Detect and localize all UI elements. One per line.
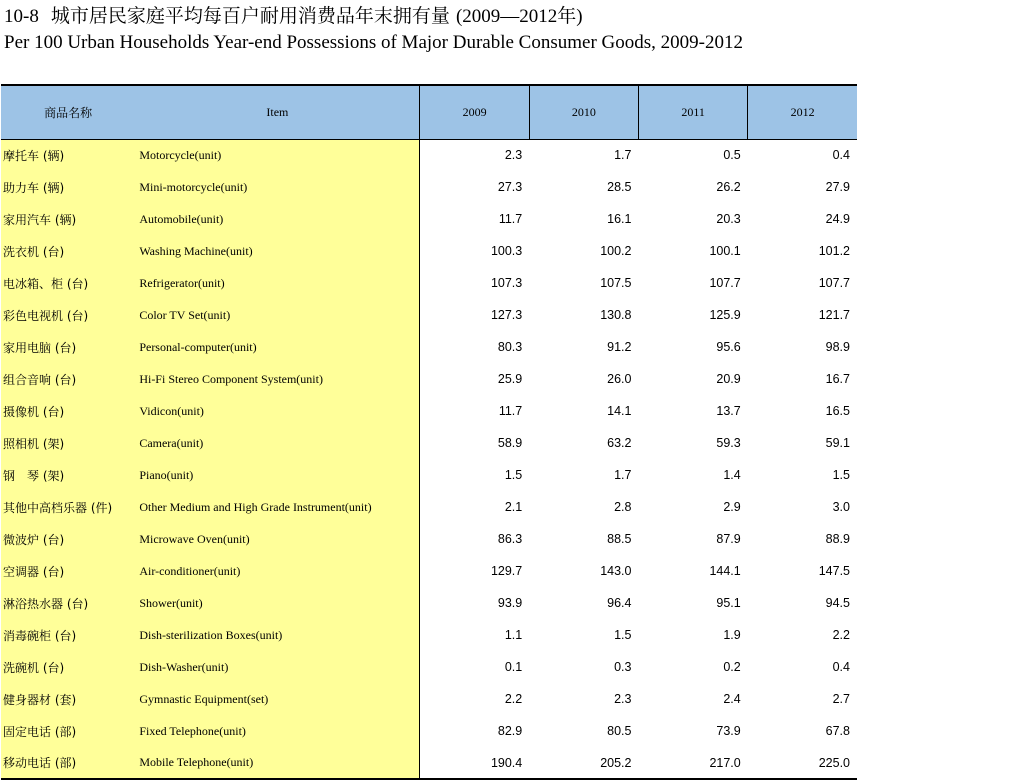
value-cell-2012: 147.5 — [818, 564, 850, 578]
value-cell-2010: 96.4 — [607, 596, 632, 610]
header-year-2009: 2009 — [420, 85, 529, 139]
value-cell-2011: 87.9 — [716, 532, 741, 546]
value-cell-2009: 93.9 — [420, 587, 529, 619]
table-row — [1, 683, 857, 715]
value-cell-2009: 129.7 — [420, 555, 529, 587]
table-row — [1, 587, 857, 619]
table-row — [1, 267, 857, 299]
value-cell-2012: 0.4 — [832, 148, 850, 163]
value-cell-2010: 130.8 — [600, 308, 632, 322]
table-row — [1, 171, 857, 203]
item-name-en: Motorcycle(unit) — [135, 139, 420, 171]
item-name-en: Piano(unit) — [135, 459, 420, 491]
value-cell-2009: 80.3 — [420, 331, 529, 363]
value-cell-2012: 3.0 — [832, 500, 850, 514]
item-name-cn: 助力车 (辆) — [1, 171, 135, 203]
value-cell-2011: 1.9 — [723, 628, 741, 642]
value-cell-2011: 95.1 — [716, 596, 741, 610]
value-cell-2010: 143.0 — [600, 564, 632, 578]
value-cell-2011: 144.1 — [709, 564, 741, 578]
value-cell-2009: 11.7 — [420, 203, 529, 235]
item-name-cn: 消毒碗柜 (台) — [1, 619, 135, 651]
table-row — [1, 363, 857, 395]
value-cell-2009: 86.3 — [420, 523, 529, 555]
table-row — [1, 555, 857, 587]
value-cell-2012: 16.5 — [825, 404, 850, 418]
table-row — [1, 459, 857, 491]
table-row — [1, 331, 857, 363]
value-cell-2010: 1.7 — [614, 468, 632, 482]
value-cell-2009: 107.3 — [420, 267, 529, 299]
title-cn-text: 城市居民家庭平均每百户耐用消费品年末拥有量 — [50, 5, 450, 27]
value-cell-2012: 121.7 — [818, 308, 850, 322]
value-cell-2012: 2.7 — [832, 692, 850, 706]
item-name-cn: 洗碗机 (台) — [1, 651, 135, 683]
header-row — [1, 85, 857, 139]
table-row — [1, 139, 857, 171]
item-name-cn: 彩色电视机 (台) — [1, 299, 135, 331]
item-name-cn: 空调器 (台) — [1, 555, 135, 587]
item-name-en: Personal-computer(unit) — [135, 331, 420, 363]
value-cell-2009: 2.2 — [420, 683, 529, 715]
item-name-cn: 钢 琴 (架) — [1, 459, 135, 491]
value-cell-2011: 2.9 — [723, 500, 741, 514]
page-title-chinese — [4, 4, 583, 29]
value-cell-2011: 0.5 — [723, 148, 741, 163]
item-name-en: Fixed Telephone(unit) — [135, 715, 420, 747]
item-name-cn: 洗衣机 (台) — [1, 235, 135, 267]
table-row — [1, 715, 857, 747]
item-name-cn: 淋浴热水器 (台) — [1, 587, 135, 619]
value-cell-2012: 59.1 — [825, 436, 850, 450]
item-name-cn: 摩托车 (辆) — [1, 139, 135, 171]
value-cell-2011: 26.2 — [716, 180, 741, 194]
value-cell-2012: 27.9 — [825, 180, 850, 194]
value-cell-2011: 13.7 — [716, 404, 741, 418]
table-row — [1, 427, 857, 459]
value-cell-2011: 20.3 — [716, 212, 741, 226]
value-cell-2009: 100.3 — [420, 235, 529, 267]
value-cell-2011: 0.2 — [723, 660, 741, 674]
table-row — [1, 299, 857, 331]
item-name-cn: 家用汽车 (辆) — [1, 203, 135, 235]
value-cell-2009: 1.1 — [420, 619, 529, 651]
value-cell-2012: 225.0 — [748, 747, 857, 779]
item-name-en: Dish-Washer(unit) — [135, 651, 420, 683]
value-cell-2010: 63.2 — [607, 436, 632, 450]
value-cell-2011: 95.6 — [716, 340, 741, 354]
value-cell-2009: 1.5 — [420, 459, 529, 491]
value-cell-2010: 16.1 — [607, 212, 632, 226]
item-name-en: Vidicon(unit) — [135, 395, 420, 427]
value-cell-2012: 107.7 — [818, 276, 850, 290]
item-name-en: Refrigerator(unit) — [135, 267, 420, 299]
value-cell-2012: 0.4 — [832, 660, 850, 674]
value-cell-2010: 80.5 — [607, 724, 632, 738]
item-name-cn: 照相机 (架) — [1, 427, 135, 459]
item-name-cn: 摄像机 (台) — [1, 395, 135, 427]
value-cell-2011: 20.9 — [716, 372, 741, 386]
value-cell-2010: 1.5 — [614, 628, 632, 642]
value-cell-2009: 190.4 — [420, 747, 529, 779]
value-cell-2010: 100.2 — [600, 244, 632, 258]
value-cell-2011: 100.1 — [709, 244, 741, 258]
item-name-en: Mini-motorcycle(unit) — [135, 171, 420, 203]
item-name-cn: 固定电话 (部) — [1, 715, 135, 747]
value-cell-2010: 88.5 — [607, 532, 632, 546]
value-cell-2012: 16.7 — [825, 372, 850, 386]
value-cell-2011: 107.7 — [709, 276, 741, 290]
value-cell-2010: 14.1 — [607, 404, 632, 418]
value-cell-2012: 24.9 — [825, 212, 850, 226]
value-cell-2010: 1.7 — [614, 148, 632, 163]
value-cell-2010: 2.3 — [614, 692, 632, 706]
item-name-en: Gymnastic Equipment(set) — [135, 683, 420, 715]
value-cell-2012: 1.5 — [832, 468, 850, 482]
table-row — [1, 395, 857, 427]
table-row — [1, 235, 857, 267]
header-year-2010: 2010 — [529, 85, 638, 139]
value-cell-2009: 82.9 — [420, 715, 529, 747]
header-item-cn: 商品名称 — [1, 85, 135, 139]
table-row — [1, 523, 857, 555]
table-row — [1, 491, 857, 523]
value-cell-2009: 2.3 — [420, 139, 529, 171]
value-cell-2012: 94.5 — [825, 596, 850, 610]
value-cell-2010: 91.2 — [607, 340, 632, 354]
item-name-en: Hi-Fi Stereo Component System(unit) — [135, 363, 420, 395]
header-item-en: Item — [135, 85, 420, 139]
item-name-cn: 家用电脑 (台) — [1, 331, 135, 363]
value-cell-2010: 205.2 — [529, 747, 638, 779]
item-name-cn: 组合音响 (台) — [1, 363, 135, 395]
value-cell-2009: 25.9 — [420, 363, 529, 395]
table-row — [1, 203, 857, 235]
value-cell-2011: 73.9 — [716, 724, 741, 738]
value-cell-2010: 26.0 — [607, 372, 632, 386]
item-name-en: Washing Machine(unit) — [135, 235, 420, 267]
table-number: 10-8 — [4, 6, 39, 27]
title-years: (2009—2012年) — [455, 6, 583, 27]
value-cell-2010: 2.8 — [614, 500, 632, 514]
item-name-en: Automobile(unit) — [135, 203, 420, 235]
item-name-cn: 健身器材 (套) — [1, 683, 135, 715]
item-name-en: Other Medium and High Grade Instrument(unit) — [135, 491, 420, 523]
item-name-en: Dish-sterilization Boxes(unit) — [135, 619, 420, 651]
item-name-cn: 微波炉 (台) — [1, 523, 135, 555]
value-cell-2009: 127.3 — [420, 299, 529, 331]
table-row — [1, 619, 857, 651]
item-name-en: Air-conditioner(unit) — [135, 555, 420, 587]
value-cell-2011: 125.9 — [709, 308, 741, 322]
item-name-en: Camera(unit) — [135, 427, 420, 459]
header-year-2011: 2011 — [638, 85, 747, 139]
item-name-en: Color TV Set(unit) — [135, 299, 420, 331]
value-cell-2009: 27.3 — [420, 171, 529, 203]
page-title-english: Per 100 Urban Households Year-end Possessions of Major Durable Consumer Goods, 2009-2012 — [4, 32, 743, 53]
value-cell-2010: 28.5 — [607, 180, 632, 194]
item-name-cn: 其他中高档乐器 (件) — [1, 491, 135, 523]
header-year-2012: 2012 — [748, 85, 857, 139]
value-cell-2012: 88.9 — [825, 532, 850, 546]
value-cell-2011: 59.3 — [716, 436, 741, 450]
value-cell-2012: 2.2 — [832, 628, 850, 642]
value-cell-2009: 58.9 — [420, 427, 529, 459]
value-cell-2009: 2.1 — [420, 491, 529, 523]
value-cell-2012: 67.8 — [825, 724, 850, 738]
item-name-en: Microwave Oven(unit) — [135, 523, 420, 555]
table-row — [1, 747, 857, 779]
value-cell-2011: 1.4 — [723, 468, 741, 482]
value-cell-2009: 11.7 — [420, 395, 529, 427]
item-name-en: Shower(unit) — [135, 587, 420, 619]
value-cell-2012: 101.2 — [818, 244, 850, 258]
value-cell-2010: 107.5 — [600, 276, 632, 290]
item-name-en: Mobile Telephone(unit) — [135, 747, 420, 779]
value-cell-2011: 2.4 — [723, 692, 741, 706]
value-cell-2010: 0.3 — [614, 660, 632, 674]
table-body — [1, 139, 857, 779]
durable-goods-table — [1, 84, 857, 780]
item-name-cn: 移动电话 (部) — [1, 747, 135, 779]
table-row — [1, 651, 857, 683]
value-cell-2009: 0.1 — [420, 651, 529, 683]
value-cell-2012: 98.9 — [825, 340, 850, 354]
value-cell-2011: 217.0 — [638, 747, 747, 779]
item-name-cn: 电冰箱、柜 (台) — [1, 267, 135, 299]
